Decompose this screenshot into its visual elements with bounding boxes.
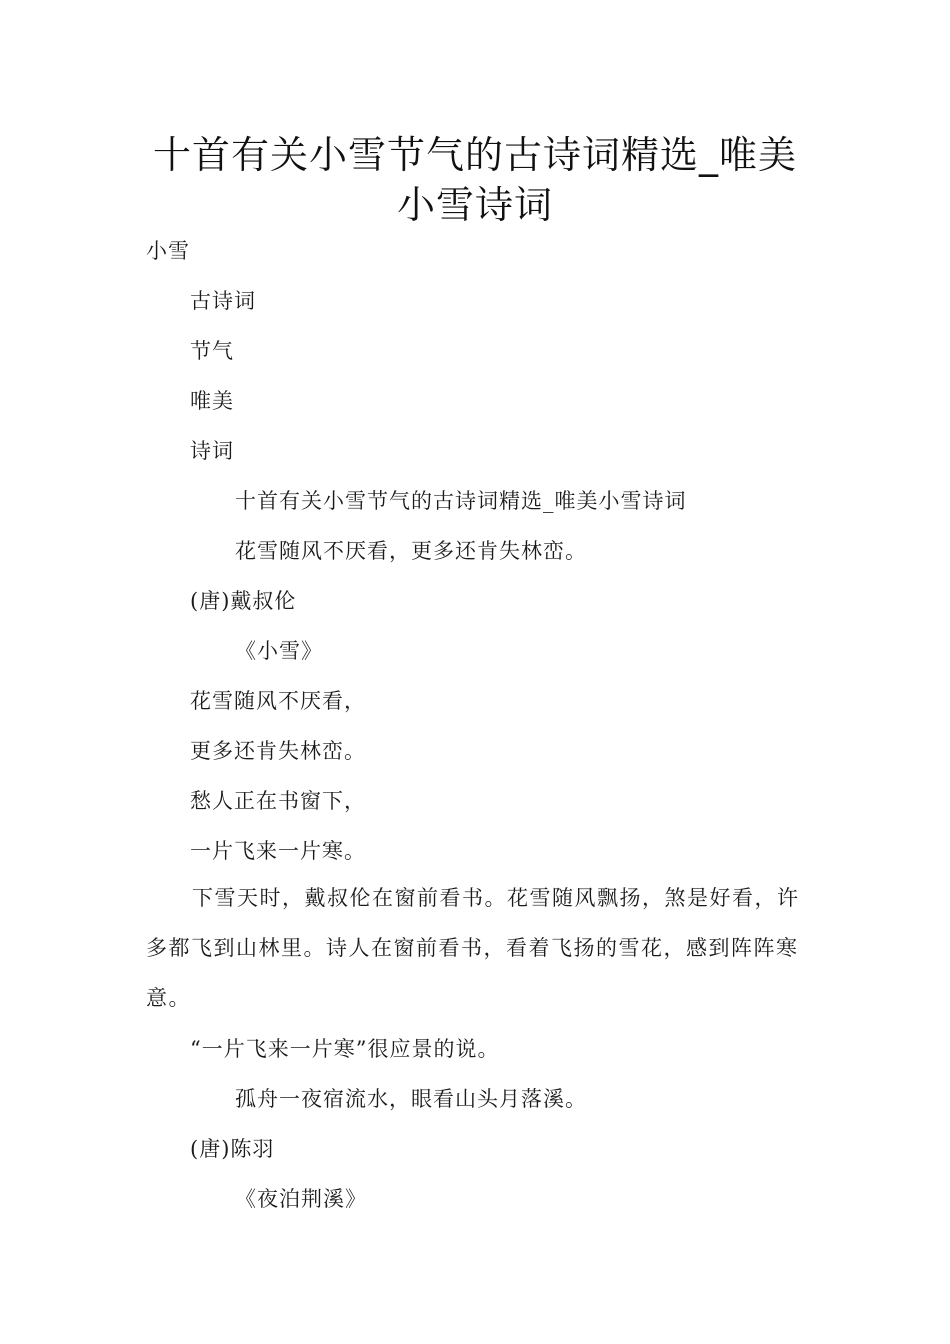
document-title-line-2: 小雪诗词: [396, 183, 553, 227]
tag-item: 唯美: [190, 389, 234, 413]
poem-line: 愁人正在书窗下，: [190, 789, 366, 813]
poem-line: 更多还肯失林峦。: [190, 739, 366, 763]
poem-explanation: 下雪天时，戴叔伦在窗前看书。花雪随风飘扬，煞是好看，许多都飞到山林里。诗人在窗前看书，看着飞扬的雪花，感到阵阵寒意。: [146, 886, 800, 1010]
poem-author: (唐)戴叔伦: [190, 589, 297, 613]
tag-main: 小雪: [146, 239, 190, 263]
poem-author: (唐)陈羽: [190, 1137, 275, 1161]
document-title-line-1: 十首有关小雪节气的古诗词精选_唯美: [152, 133, 797, 177]
poem-comment: “一片飞来一片寒”很应景的说。: [190, 1037, 500, 1061]
poem-line: 一片飞来一片寒。: [190, 839, 366, 863]
poem-line: 花雪随风不厌看，: [190, 689, 366, 713]
tag-item: 古诗词: [190, 289, 256, 313]
tag-item: 诗词: [190, 439, 234, 463]
poem-title: 《小雪》: [235, 639, 323, 663]
subtitle: 十首有关小雪节气的古诗词精选_唯美小雪诗词: [235, 489, 687, 513]
poem-title: 《夜泊荆溪》: [235, 1187, 367, 1211]
poem-intro: 花雪随风不厌看，更多还肯失林峦。: [235, 539, 587, 563]
poem-intro: 孤舟一夜宿流水，眼看山头月落溪。: [235, 1087, 587, 1111]
tag-item: 节气: [190, 339, 234, 363]
